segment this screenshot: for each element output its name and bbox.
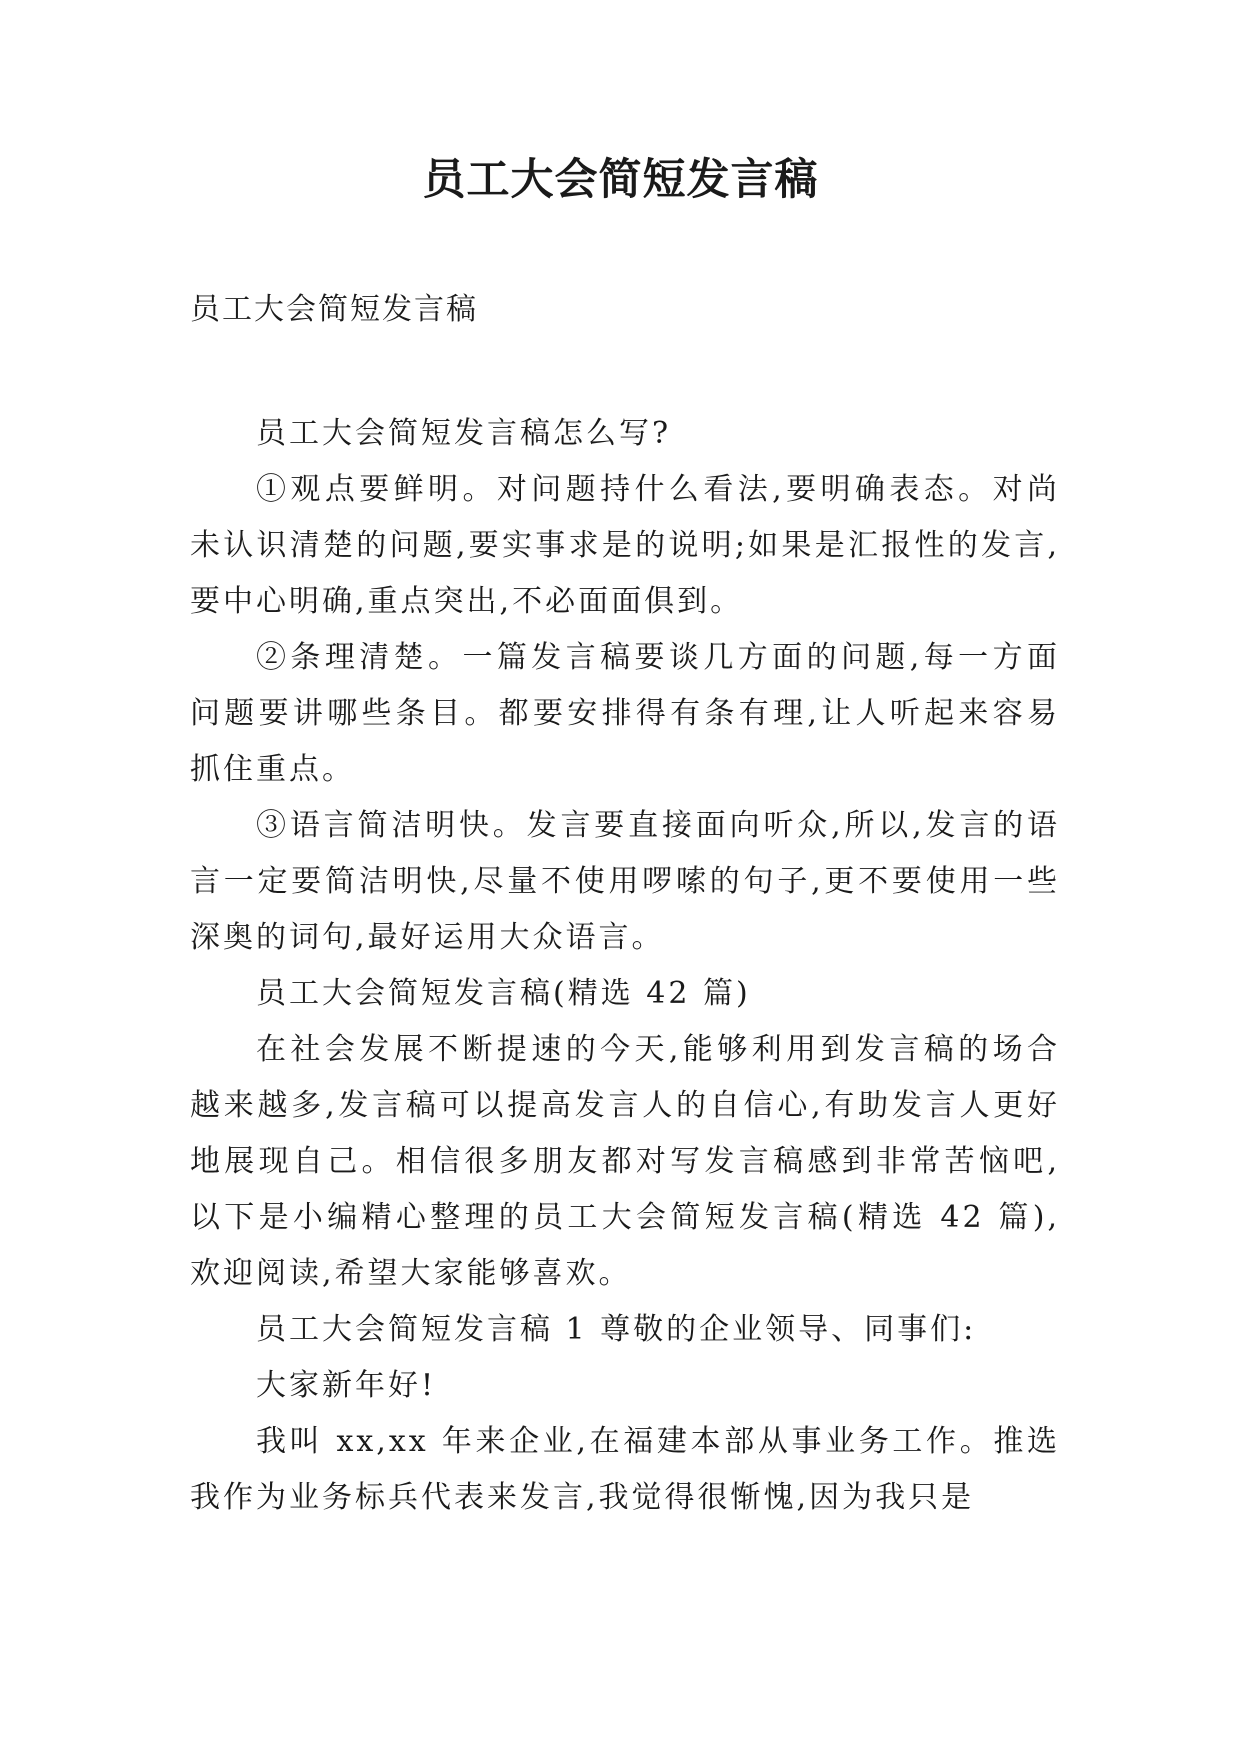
paragraph: 在社会发展不断提速的今天,能够利用到发言稿的场合越来越多,发言稿可以提高发言人的自信心,有助发言人更好地展现自己。相信很多朋友都对写发言稿感到非常苦恼吧,以下是小编精心整理的员工大会简短发言稿(精选 42 篇),欢迎阅读,希望大家能够喜欢。 bbox=[190, 1032, 1060, 1291]
paragraph: 员工大会简短发言稿(精选 42 篇) bbox=[256, 976, 751, 1011]
paragraph: ③语言简洁明快。发言要直接面向听众,所以,发言的语言一定要简洁明快,尽量不使用啰嗦的句子,更不要使用一些深奥的词句,最好运用大众语言。 bbox=[190, 808, 1060, 955]
paragraph: ②条理清楚。一篇发言稿要谈几方面的问题,每一方面问题要讲哪些条目。都要安排得有条有理,让人听起来容易抓住重点。 bbox=[190, 640, 1060, 787]
document-body bbox=[190, 406, 1060, 1526]
paragraph: 我叫 xx,xx 年来企业,在福建本部从事业务工作。推选我作为业务标兵代表来发言,我觉得很惭愧,因为我只是 bbox=[190, 1424, 1060, 1515]
document-title: 员工大会简短发言稿 bbox=[422, 155, 819, 205]
paragraph: ①观点要鲜明。对问题持什么看法,要明确表态。对尚未认识清楚的问题,要实事求是的说明;如果是汇报性的发言,要中心明确,重点突出,不必面面俱到。 bbox=[190, 472, 1060, 619]
paragraph: 员工大会简短发言稿怎么写? bbox=[256, 416, 672, 451]
paragraph: 大家新年好! bbox=[256, 1368, 437, 1403]
paragraph: 员工大会简短发言稿 1 尊敬的企业领导、同事们: bbox=[256, 1312, 977, 1347]
document-subtitle: 员工大会简短发言稿 bbox=[190, 292, 478, 327]
